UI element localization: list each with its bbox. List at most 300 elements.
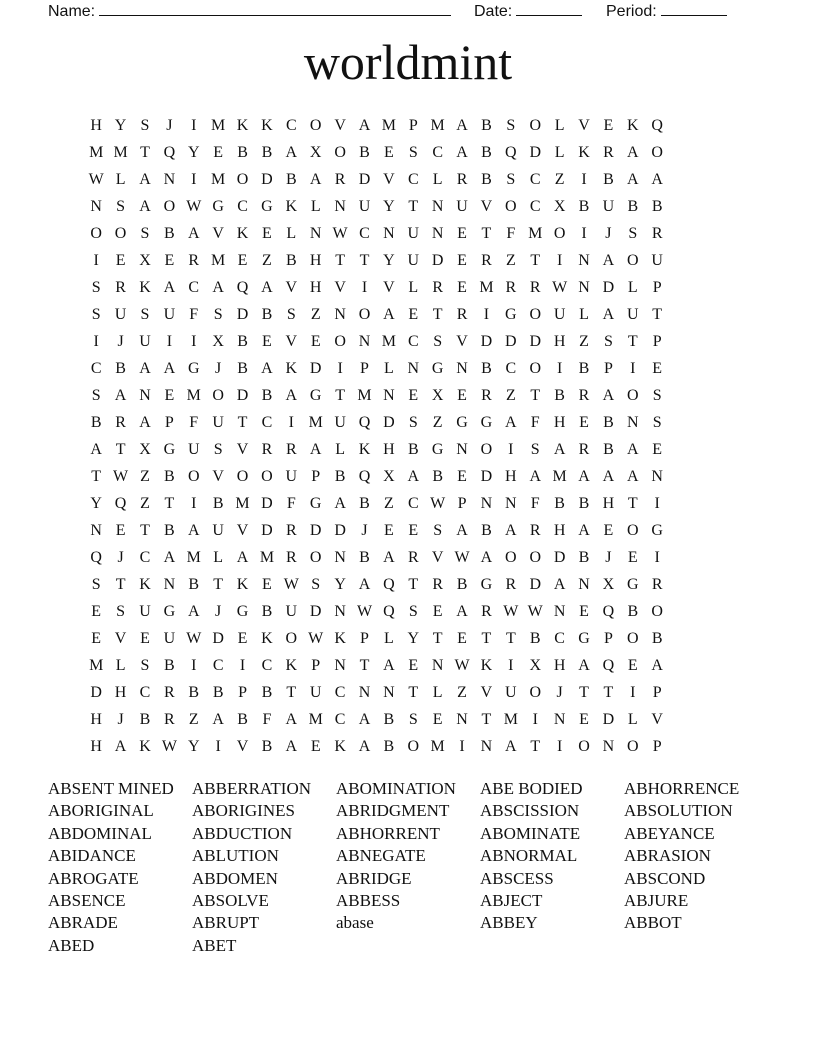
grid-letter[interactable]: A <box>139 414 151 431</box>
grid-letter[interactable]: K <box>139 738 151 755</box>
grid-letter[interactable]: O <box>627 738 639 755</box>
grid-letter[interactable]: M <box>357 387 372 404</box>
grid-letter[interactable]: U <box>114 306 127 323</box>
grid-letter[interactable]: K <box>261 117 273 134</box>
grid-letter[interactable]: B <box>603 441 614 458</box>
grid-letter[interactable]: N <box>358 333 371 350</box>
grid-letter[interactable]: T <box>164 495 175 512</box>
grid-letter[interactable]: L <box>310 198 321 215</box>
grid-letter[interactable]: G <box>163 603 176 620</box>
grid-letter[interactable]: C <box>359 225 370 242</box>
grid-letter[interactable]: V <box>114 630 127 647</box>
grid-letter[interactable]: I <box>93 333 99 350</box>
grid-letter[interactable]: V <box>456 333 468 350</box>
grid-letter[interactable]: U <box>407 252 420 269</box>
grid-letter[interactable]: R <box>456 171 468 188</box>
grid-letter[interactable]: Q <box>383 576 395 593</box>
grid-letter[interactable]: N <box>90 198 102 215</box>
grid-letter[interactable]: O <box>236 468 249 485</box>
grid-letter[interactable]: S <box>286 306 296 323</box>
grid-letter[interactable]: O <box>651 603 663 620</box>
grid-letter[interactable]: U <box>553 306 566 323</box>
grid-letter[interactable]: A <box>627 468 639 485</box>
grid-letter[interactable]: G <box>505 306 517 323</box>
grid-letter[interactable]: B <box>261 684 273 701</box>
grid-letter[interactable]: N <box>90 522 102 539</box>
grid-letter[interactable]: O <box>505 549 517 566</box>
grid-letter[interactable]: N <box>358 684 371 701</box>
grid-letter[interactable]: B <box>603 171 614 188</box>
grid-letter[interactable]: B <box>578 198 590 215</box>
grid-letter[interactable]: E <box>262 576 272 593</box>
grid-letter[interactable]: I <box>215 738 221 755</box>
grid-letter[interactable]: V <box>383 279 395 296</box>
grid-letter[interactable]: N <box>383 684 395 701</box>
grid-letter[interactable]: D <box>505 333 517 350</box>
grid-letter[interactable]: G <box>456 414 468 431</box>
grid-letter[interactable]: I <box>191 657 197 674</box>
grid-letter[interactable]: I <box>654 495 660 512</box>
grid-letter[interactable]: V <box>236 522 249 539</box>
grid-letter[interactable]: W <box>552 279 568 296</box>
grid-letter[interactable]: M <box>430 117 445 134</box>
grid-letter[interactable]: A <box>383 657 395 674</box>
grid-letter[interactable]: I <box>556 360 563 377</box>
grid-letter[interactable]: T <box>627 333 638 350</box>
grid-letter[interactable]: T <box>408 198 419 215</box>
grid-letter[interactable]: V <box>212 225 224 242</box>
grid-letter[interactable]: B <box>456 576 468 593</box>
grid-letter[interactable]: I <box>459 738 465 755</box>
grid-letter[interactable]: E <box>603 522 614 539</box>
grid-letter[interactable]: D <box>480 333 493 350</box>
grid-letter[interactable]: E <box>115 252 126 269</box>
grid-letter[interactable]: S <box>140 117 150 134</box>
grid-letter[interactable]: B <box>212 495 224 512</box>
grid-letter[interactable]: I <box>532 711 538 728</box>
grid-letter[interactable]: I <box>630 360 636 377</box>
grid-letter[interactable]: D <box>553 549 566 566</box>
grid-letter[interactable]: B <box>651 198 663 215</box>
grid-letter[interactable]: P <box>360 360 369 377</box>
grid-letter[interactable]: O <box>529 306 541 323</box>
grid-letter[interactable]: R <box>651 225 663 242</box>
grid-letter[interactable]: E <box>457 630 467 647</box>
grid-letter[interactable]: I <box>654 549 660 566</box>
grid-letter[interactable]: K <box>334 630 346 647</box>
grid-letter[interactable]: C <box>407 333 419 350</box>
grid-letter[interactable]: O <box>627 387 639 404</box>
grid-letter[interactable]: G <box>163 441 176 458</box>
grid-letter[interactable]: U <box>407 225 420 242</box>
grid-letter[interactable]: E <box>310 333 321 350</box>
grid-letter[interactable]: V <box>383 171 395 188</box>
grid-letter[interactable]: L <box>335 441 345 458</box>
grid-letter[interactable]: A <box>114 387 127 404</box>
grid-letter[interactable]: L <box>115 657 126 674</box>
grid-letter[interactable]: O <box>627 522 639 539</box>
grid-letter[interactable]: R <box>115 414 126 431</box>
grid-letter[interactable]: B <box>261 144 273 161</box>
grid-letter[interactable]: S <box>311 576 321 593</box>
grid-letter[interactable]: U <box>285 468 298 485</box>
grid-letter[interactable]: G <box>431 360 444 377</box>
grid-letter[interactable]: H <box>383 441 395 458</box>
grid-letter[interactable]: P <box>652 684 662 701</box>
grid-letter[interactable]: E <box>237 630 248 647</box>
grid-letter[interactable]: P <box>311 657 321 674</box>
grid-letter[interactable]: R <box>505 576 517 593</box>
grid-letter[interactable]: A <box>358 738 371 755</box>
grid-letter[interactable]: S <box>116 198 126 215</box>
grid-letter[interactable]: O <box>627 630 639 647</box>
grid-letter[interactable]: O <box>480 441 493 458</box>
grid-letter[interactable]: Q <box>602 603 615 620</box>
grid-letter[interactable]: U <box>627 306 639 323</box>
grid-letter[interactable]: O <box>309 117 322 134</box>
grid-letter[interactable]: T <box>481 630 492 647</box>
grid-letter[interactable]: N <box>139 387 151 404</box>
grid-letter[interactable]: T <box>115 576 126 593</box>
grid-letter[interactable]: B <box>237 360 248 377</box>
grid-letter[interactable]: C <box>554 630 565 647</box>
grid-letter[interactable]: O <box>187 468 200 485</box>
grid-letter[interactable]: Z <box>432 414 443 431</box>
grid-letter[interactable]: M <box>381 117 396 134</box>
grid-letter[interactable]: A <box>553 441 566 458</box>
grid-letter[interactable]: E <box>262 333 272 350</box>
grid-letter[interactable]: N <box>163 576 176 593</box>
grid-letter[interactable]: I <box>630 684 636 701</box>
grid-letter[interactable]: R <box>456 306 468 323</box>
name-field[interactable] <box>48 0 451 21</box>
grid-letter[interactable]: N <box>163 171 176 188</box>
grid-letter[interactable]: E <box>432 711 443 728</box>
grid-letter[interactable]: H <box>90 738 102 755</box>
grid-letter[interactable]: A <box>651 657 663 674</box>
grid-letter[interactable]: W <box>454 657 470 674</box>
grid-letter[interactable]: N <box>456 711 468 728</box>
grid-letter[interactable]: Z <box>188 711 199 728</box>
grid-letter[interactable]: M <box>552 468 567 485</box>
grid-letter[interactable]: P <box>652 738 662 755</box>
grid-letter[interactable]: P <box>603 630 613 647</box>
grid-letter[interactable]: J <box>605 549 612 566</box>
grid-letter[interactable]: E <box>140 630 150 647</box>
grid-letter[interactable]: S <box>628 225 638 242</box>
grid-letter[interactable]: C <box>90 360 102 377</box>
grid-letter[interactable]: J <box>605 225 612 242</box>
grid-letter[interactable]: N <box>407 360 420 377</box>
grid-letter[interactable]: C <box>505 360 517 377</box>
grid-letter[interactable]: B <box>164 657 175 674</box>
grid-letter[interactable]: C <box>261 414 273 431</box>
grid-letter[interactable]: Q <box>358 468 371 485</box>
grid-letter[interactable]: K <box>236 117 249 134</box>
grid-letter[interactable]: M <box>186 387 201 404</box>
grid-letter[interactable]: O <box>334 144 346 161</box>
grid-letter[interactable]: N <box>334 603 346 620</box>
grid-letter[interactable]: D <box>212 630 224 647</box>
grid-letter[interactable]: W <box>113 468 129 485</box>
grid-letter[interactable]: R <box>188 252 200 269</box>
grid-letter[interactable]: B <box>481 117 492 134</box>
grid-letter[interactable]: K <box>139 279 151 296</box>
grid-letter[interactable]: N <box>334 549 346 566</box>
grid-letter[interactable]: T <box>652 306 663 323</box>
grid-letter[interactable]: O <box>358 306 371 323</box>
grid-letter[interactable]: C <box>261 657 273 674</box>
grid-letter[interactable]: X <box>553 198 566 215</box>
grid-letter[interactable]: E <box>383 522 394 539</box>
grid-letter[interactable]: D <box>383 414 395 431</box>
grid-letter[interactable]: G <box>261 198 273 215</box>
grid-letter[interactable]: P <box>603 360 613 377</box>
grid-letter[interactable]: A <box>529 468 541 485</box>
grid-letter[interactable]: N <box>383 225 395 242</box>
grid-letter[interactable]: U <box>187 441 200 458</box>
grid-letter[interactable]: P <box>164 414 174 431</box>
grid-letter[interactable]: D <box>602 279 615 296</box>
grid-letter[interactable]: A <box>236 549 249 566</box>
grid-letter[interactable]: B <box>285 252 297 269</box>
grid-letter[interactable]: S <box>506 171 516 188</box>
grid-letter[interactable]: S <box>408 414 418 431</box>
grid-letter[interactable]: Z <box>457 684 467 701</box>
grid-letter[interactable]: H <box>553 522 566 539</box>
grid-letter[interactable]: Q <box>602 657 615 674</box>
grid-letter[interactable]: T <box>603 684 614 701</box>
grid-letter[interactable]: F <box>189 306 199 323</box>
grid-letter[interactable]: E <box>652 360 663 377</box>
grid-letter[interactable]: W <box>527 603 543 620</box>
grid-letter[interactable]: R <box>529 279 541 296</box>
date-blank[interactable] <box>516 0 582 16</box>
grid-letter[interactable]: C <box>529 171 541 188</box>
grid-letter[interactable]: I <box>556 252 563 269</box>
grid-letter[interactable]: O <box>627 252 639 269</box>
grid-letter[interactable]: A <box>114 738 127 755</box>
grid-letter[interactable]: O <box>261 468 273 485</box>
grid-letter[interactable]: R <box>481 252 492 269</box>
grid-letter[interactable]: A <box>261 279 273 296</box>
grid-letter[interactable]: A <box>212 711 224 728</box>
grid-letter[interactable]: B <box>627 603 639 620</box>
grid-letter[interactable]: J <box>117 333 124 350</box>
grid-letter[interactable]: U <box>163 630 176 647</box>
period-blank[interactable] <box>661 0 727 16</box>
grid-letter[interactable]: N <box>553 603 566 620</box>
grid-letter[interactable]: I <box>483 306 490 323</box>
grid-letter[interactable]: B <box>383 711 395 728</box>
grid-letter[interactable]: B <box>115 360 126 377</box>
grid-letter[interactable]: N <box>602 738 615 755</box>
grid-letter[interactable]: L <box>115 171 126 188</box>
grid-letter[interactable]: B <box>407 441 419 458</box>
grid-letter[interactable]: C <box>334 711 346 728</box>
grid-letter[interactable]: H <box>505 468 517 485</box>
grid-letter[interactable]: K <box>578 144 590 161</box>
grid-letter[interactable]: B <box>651 630 663 647</box>
grid-letter[interactable]: S <box>652 387 662 404</box>
grid-letter[interactable]: C <box>139 549 151 566</box>
grid-letter[interactable]: E <box>164 252 175 269</box>
grid-letter[interactable]: B <box>481 522 492 539</box>
grid-letter[interactable]: B <box>212 684 224 701</box>
grid-letter[interactable]: X <box>309 144 322 161</box>
grid-letter[interactable]: I <box>361 279 368 296</box>
grid-letter[interactable]: I <box>191 171 197 188</box>
grid-letter[interactable]: N <box>480 495 493 512</box>
grid-letter[interactable]: W <box>283 576 299 593</box>
grid-letter[interactable]: S <box>140 657 150 674</box>
grid-letter[interactable]: U <box>602 198 615 215</box>
grid-letter[interactable]: B <box>554 495 565 512</box>
grid-letter[interactable]: A <box>553 576 566 593</box>
grid-letter[interactable]: U <box>285 603 298 620</box>
grid-letter[interactable]: C <box>407 495 419 512</box>
grid-letter[interactable]: P <box>652 333 662 350</box>
grid-letter[interactable]: B <box>237 144 248 161</box>
grid-letter[interactable]: Q <box>114 495 127 512</box>
grid-letter[interactable]: P <box>238 684 247 701</box>
grid-letter[interactable]: B <box>578 495 590 512</box>
grid-letter[interactable]: Y <box>383 252 395 269</box>
grid-letter[interactable]: E <box>164 387 175 404</box>
grid-letter[interactable]: G <box>309 495 322 512</box>
grid-letter[interactable]: W <box>88 171 104 188</box>
grid-letter[interactable]: B <box>578 360 590 377</box>
grid-letter[interactable]: I <box>581 171 587 188</box>
grid-letter[interactable]: T <box>335 252 345 269</box>
grid-letter[interactable]: T <box>530 252 541 269</box>
grid-letter[interactable]: Z <box>579 333 589 350</box>
grid-letter[interactable]: T <box>481 225 492 242</box>
grid-letter[interactable]: M <box>528 225 543 242</box>
grid-letter[interactable]: N <box>334 306 346 323</box>
grid-letter[interactable]: S <box>408 603 418 620</box>
grid-letter[interactable]: H <box>90 711 102 728</box>
grid-letter[interactable]: G <box>236 603 249 620</box>
grid-letter[interactable]: A <box>285 711 298 728</box>
grid-letter[interactable]: V <box>480 198 493 215</box>
grid-letter[interactable]: V <box>212 468 224 485</box>
grid-letter[interactable]: A <box>456 522 468 539</box>
grid-letter[interactable]: S <box>91 279 101 296</box>
grid-letter[interactable]: R <box>407 549 419 566</box>
grid-letter[interactable]: Z <box>505 252 516 269</box>
grid-letter[interactable]: J <box>166 117 173 134</box>
grid-letter[interactable]: E <box>310 738 321 755</box>
grid-letter[interactable]: O <box>407 738 420 755</box>
grid-letter[interactable]: T <box>140 522 150 539</box>
grid-letter[interactable]: R <box>164 684 175 701</box>
grid-letter[interactable]: V <box>334 117 346 134</box>
grid-letter[interactable]: B <box>432 468 443 485</box>
grid-letter[interactable]: B <box>261 603 273 620</box>
grid-letter[interactable]: R <box>334 171 346 188</box>
grid-letter[interactable]: N <box>480 738 493 755</box>
grid-letter[interactable]: R <box>481 387 492 404</box>
grid-letter[interactable]: D <box>334 522 346 539</box>
grid-letter[interactable]: A <box>139 360 151 377</box>
grid-letter[interactable]: Y <box>407 630 420 647</box>
grid-letter[interactable]: D <box>529 576 541 593</box>
grid-letter[interactable]: L <box>286 225 297 242</box>
grid-letter[interactable]: O <box>212 387 224 404</box>
grid-letter[interactable]: Y <box>187 738 200 755</box>
grid-letter[interactable]: R <box>529 522 541 539</box>
grid-letter[interactable]: R <box>115 279 126 296</box>
grid-letter[interactable]: N <box>651 468 663 485</box>
grid-letter[interactable]: C <box>529 198 541 215</box>
grid-letter[interactable]: S <box>530 441 540 458</box>
grid-letter[interactable]: M <box>308 414 323 431</box>
grid-letter[interactable]: B <box>285 171 297 188</box>
grid-letter[interactable]: Z <box>310 306 321 323</box>
grid-letter[interactable]: G <box>212 198 224 215</box>
grid-letter[interactable]: O <box>163 198 176 215</box>
grid-letter[interactable]: U <box>163 306 176 323</box>
grid-letter[interactable]: T <box>530 738 541 755</box>
grid-letter[interactable]: M <box>308 711 323 728</box>
grid-letter[interactable]: P <box>311 468 321 485</box>
grid-letter[interactable]: R <box>578 441 590 458</box>
grid-letter[interactable]: T <box>408 684 419 701</box>
grid-letter[interactable]: G <box>431 441 444 458</box>
grid-letter[interactable]: M <box>479 279 494 296</box>
grid-letter[interactable]: B <box>554 387 565 404</box>
grid-letter[interactable]: L <box>408 279 419 296</box>
grid-letter[interactable]: B <box>529 630 541 647</box>
grid-letter[interactable]: E <box>627 657 638 674</box>
grid-letter[interactable]: T <box>213 576 224 593</box>
grid-letter[interactable]: M <box>259 549 275 566</box>
grid-letter[interactable]: T <box>359 252 370 269</box>
grid-letter[interactable]: A <box>285 144 298 161</box>
grid-letter[interactable]: M <box>381 333 396 350</box>
grid-letter[interactable]: W <box>332 225 348 242</box>
grid-letter[interactable]: N <box>578 252 590 269</box>
grid-letter[interactable]: M <box>235 495 250 512</box>
grid-letter[interactable]: K <box>139 576 151 593</box>
grid-letter[interactable]: T <box>530 387 541 404</box>
grid-letter[interactable]: I <box>191 117 197 134</box>
grid-letter[interactable]: O <box>114 225 127 242</box>
grid-letter[interactable]: N <box>456 441 468 458</box>
grid-letter[interactable]: C <box>139 684 151 701</box>
grid-letter[interactable]: B <box>237 333 248 350</box>
grid-letter[interactable]: H <box>602 495 615 512</box>
grid-letter[interactable]: N <box>578 576 590 593</box>
grid-letter[interactable]: K <box>627 117 639 134</box>
grid-letter[interactable]: A <box>358 711 371 728</box>
grid-letter[interactable]: I <box>239 657 246 674</box>
grid-letter[interactable]: N <box>431 657 444 674</box>
grid-letter[interactable]: B <box>481 360 492 377</box>
grid-letter[interactable]: O <box>529 549 541 566</box>
grid-letter[interactable]: G <box>187 360 200 377</box>
grid-letter[interactable]: Q <box>383 603 395 620</box>
grid-letter[interactable]: I <box>288 414 294 431</box>
grid-letter[interactable]: M <box>113 144 128 161</box>
grid-letter[interactable]: S <box>91 306 101 323</box>
grid-letter[interactable]: E <box>579 414 589 431</box>
grid-letter[interactable]: T <box>481 711 492 728</box>
grid-letter[interactable]: C <box>285 117 297 134</box>
grid-letter[interactable]: B <box>359 495 370 512</box>
grid-letter[interactable]: O <box>553 225 566 242</box>
